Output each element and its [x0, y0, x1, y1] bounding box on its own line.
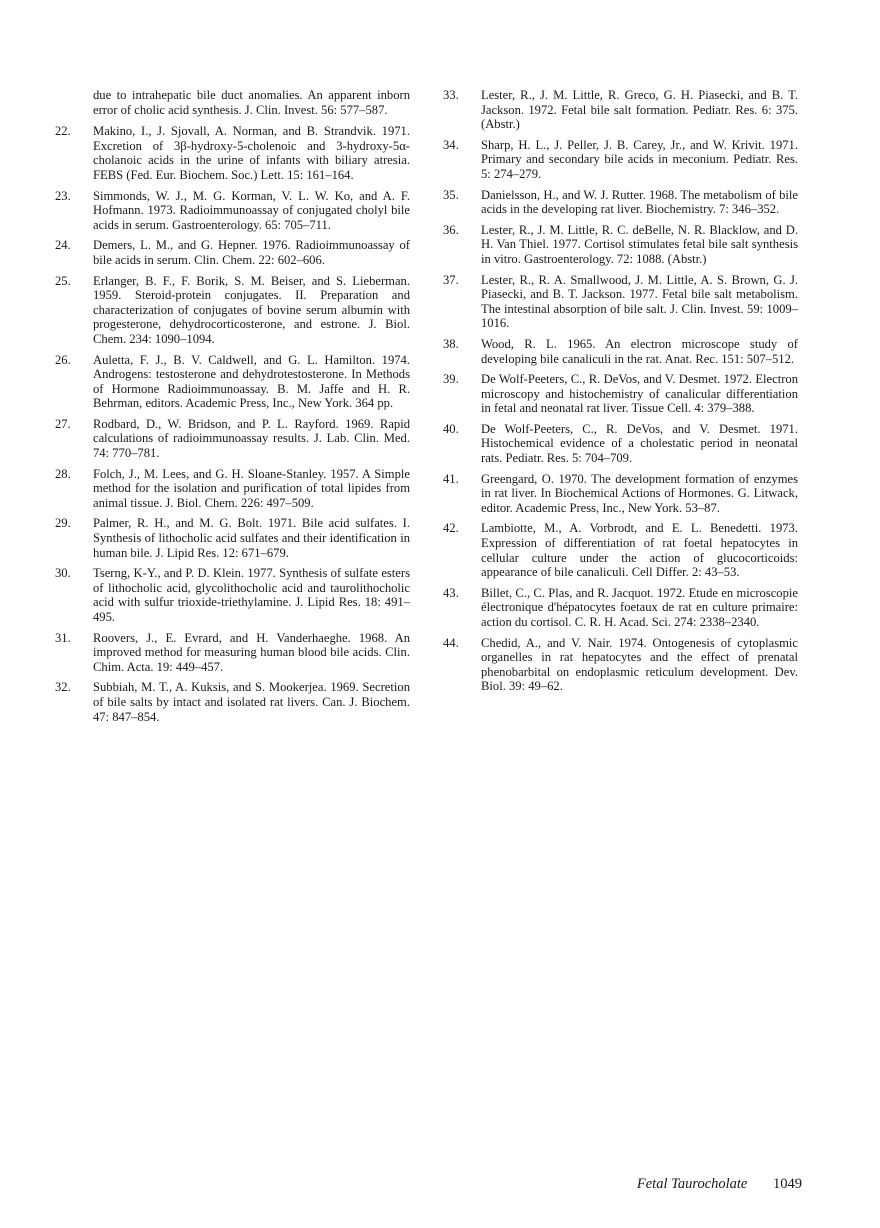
reference-item — [443, 422, 798, 466]
reference-number: 25. — [55, 273, 71, 288]
reference-text: Billet, C., C. Plas, and R. Jacquot. 1972. Etude en microscopie électronique d'hépatocytes foetaux de rat en culture primaire: action du cortisol. C. R. H. Acad. Sci. 274: 2338–2340. — [481, 585, 798, 629]
reference-number: 31. — [55, 630, 71, 645]
reference-number: 39. — [443, 372, 459, 387]
reference-item — [443, 88, 798, 132]
reference-item — [55, 189, 410, 233]
reference-item — [55, 566, 410, 624]
reference-text: due to intrahepatic bile duct anomalies. An apparent inborn error of cholic acid synthesis. J. Clin. Invest. 56: 577–587. — [93, 88, 410, 117]
reference-text: De Wolf-Peeters, C., R. DeVos, and V. Desmet. 1971. Histochemical evidence of a cholestatic period in neonatal rats. Pediatr. Res. 5: 704–709. — [481, 421, 798, 466]
reference-text: Greengard, O. 1970. The development formation of enzymes in rat liver. In Biochemical Actions of Hormones. G. Litwack, editor. Academic Press, Inc., New York. 53–87. — [481, 471, 798, 515]
reference-item — [55, 467, 410, 511]
reference-number: 33. — [443, 88, 459, 102]
reference-item — [55, 417, 410, 461]
reference-number: 29. — [55, 516, 71, 531]
page-footer — [637, 1176, 802, 1193]
reference-list-left — [55, 124, 410, 724]
reference-text: Demers, L. M., and G. Hepner. 1976. Radioimmunoassay of bile acids in serum. Clin. Chem. 22: 602–606. — [93, 238, 410, 267]
reference-text: Danielsson, H., and W. J. Rutter. 1968. The metabolism of bile acids in the developing rat liver. Biochemistry. 7: 346–352. — [481, 187, 798, 217]
reference-number: 32. — [55, 680, 71, 695]
reference-text: Makino, I., J. Sjovall, A. Norman, and B. Strandvik. 1971. Excretion of 3β-hydroxy-5-cholenoic and 3-hydroxy-5α-cholanoic acids in the urine of infants with biliary atresia. FEBS (Fed. Eur. Biochem. Soc.) Lett. 15: 161–164. — [93, 124, 410, 182]
reference-text: Lambiotte, M., A. Vorbrodt, and E. L. Benedetti. 1973. Expression of differentiation of rat foetal hepatocytes in cellular culture under the action of glucocorticoids: appearance of bile canaliculi. Cell Differ. 2: 43–53. — [481, 521, 798, 580]
reference-item — [443, 521, 798, 579]
reference-text: Chedid, A., and V. Nair. 1974. Ontogenesis of cytoplasmic organelles in rat hepatocytes and the effect of prenatal phenobarbital on endoplasmic reticulum development. Dev. Biol. 39: 49–62. — [481, 635, 798, 694]
reference-number: 43. — [443, 585, 459, 600]
reference-number: 36. — [443, 222, 459, 237]
reference-item — [443, 337, 798, 366]
reference-item — [55, 353, 410, 411]
reference-column-left — [55, 88, 410, 730]
reference-text: Lester, R., R. A. Smallwood, J. M. Little, A. S. Brown, G. J. Piasecki, and B. T. Jackson. 1977. Fetal bile salt metabolism. The intestinal absorption of bile salt. J. Clin. Invest. 59: 1009–1016. — [481, 272, 798, 331]
reference-item — [55, 680, 410, 724]
reference-text: Auletta, F. J., B. V. Caldwell, and G. L. Hamilton. 1974. Androgens: testosterone and dehydrotestosterone. In Methods of Hormone Radioimmunoassay. B. M. Jaffe and H. R. Behrman, editors. Academic Press, Inc., New York. 364 pp. — [93, 352, 410, 411]
reference-item — [443, 472, 798, 516]
reference-item — [55, 516, 410, 560]
reference-item — [443, 273, 798, 331]
reference-number: 37. — [443, 272, 459, 287]
reference-text: Folch, J., M. Lees, and G. H. Sloane-Stanley. 1957. A Simple method for the isolation and purification of total lipides from animal tissue. J. Biol. Chem. 226: 497–509. — [93, 466, 410, 510]
reference-text: Subbiah, M. T., A. Kuksis, and S. Mookerjea. 1969. Secretion of bile salts by intact and isolated rat livers. Can. J. Biochem. 47: 847–854. — [93, 680, 410, 724]
reference-item — [55, 124, 410, 182]
reference-number: 42. — [443, 521, 459, 536]
reference-number: 22. — [55, 124, 71, 139]
reference-number: 24. — [55, 238, 71, 253]
reference-item — [443, 372, 798, 416]
reference-item — [443, 636, 798, 694]
reference-text: Tserng, K-Y., and P. D. Klein. 1977. Synthesis of sulfate esters of lithocholic acid, glycolithocholic acid and taurolithocholic acid with sulfur trioxide-triethylamine. J. Lipid Res. 18: 491–495. — [93, 566, 410, 624]
page-number: 1049 — [773, 1176, 802, 1192]
reference-text: Rodbard, D., W. Bridson, and P. L. Rayford. 1969. Rapid calculations of radioimmunoassay results. J. Lab. Clin. Med. 74: 770–781. — [93, 416, 410, 461]
reference-item — [55, 238, 410, 267]
reference-item — [55, 631, 410, 675]
reference-text: Sharp, H. L., J. Peller, J. B. Carey, Jr., and W. Krivit. 1971. Primary and secondary bile acids in meconium. Pediatr. Res. 5: 274–279. — [481, 137, 798, 181]
reference-list-right — [443, 88, 798, 694]
reference-continuation — [55, 88, 410, 117]
reference-number: 23. — [55, 188, 71, 203]
reference-text: Palmer, R. H., and M. G. Bolt. 1971. Bile acid sulfates. I. Synthesis of lithocholic acid sulfates and their identification in human bile. J. Lipid Res. 12: 671–679. — [93, 516, 410, 560]
reference-number: 41. — [443, 471, 459, 486]
reference-text: Erlanger, B. F., F. Borik, S. M. Beiser, and S. Lieberman. 1959. Steroid-protein conjugates. II. Preparation and characterization of conjugates of bovine serum albumin with progesterone, dehydrocorticosterone, and estrone. J. Biol. Chem. 234: 1090–1094. — [93, 273, 410, 346]
reference-text: Simmonds, W. J., M. G. Korman, V. L. W. Ko, and A. F. Hofmann. 1973. Radioimmunoassay of conjugated cholyl bile acids in serum. Gastroenterology. 65: 705–711. — [93, 188, 410, 232]
reference-text: Wood, R. L. 1965. An electron microscope study of developing bile canaliculi in the rat. Anat. Rec. 151: 507–512. — [481, 336, 798, 366]
reference-number: 35. — [443, 187, 459, 202]
running-title: Fetal Taurocholate — [636, 1176, 748, 1192]
reference-item — [443, 188, 798, 217]
reference-item — [443, 223, 798, 267]
reference-number: 26. — [55, 352, 71, 367]
reference-column-right — [443, 88, 798, 700]
reference-number: 40. — [443, 421, 459, 436]
reference-number: 28. — [55, 466, 71, 481]
reference-number: 30. — [55, 566, 71, 581]
reference-number: 38. — [443, 336, 459, 351]
reference-number: 44. — [443, 635, 459, 650]
reference-item — [443, 138, 798, 182]
reference-text: Roovers, J., E. Evrard, and H. Vanderhaeghe. 1968. An improved method for measuring human blood bile acids. Clin. Chim. Acta. 19: 449–457. — [93, 630, 410, 674]
reference-item — [443, 586, 798, 630]
reference-text: Lester, R., J. M. Little, R. Greco, G. H. Piasecki, and B. T. Jackson. 1972. Fetal bile salt formation. Pediatr. Res. 6: 375. (Abstr.) — [481, 88, 798, 132]
reference-item — [55, 274, 410, 347]
reference-number: 34. — [443, 137, 459, 152]
reference-text: Lester, R., J. M. Little, R. C. deBelle, N. R. Blacklow, and D. H. Van Thiel. 1977. Cortisol stimulates fetal bile salt synthesis in vitro. Gastroenterology. 72: 1088. (Abstr.) — [481, 222, 798, 266]
reference-number: 27. — [55, 416, 71, 431]
reference-text: De Wolf-Peeters, C., R. DeVos, and V. Desmet. 1972. Electron microscopy and histochemistry of canalicular differentiation in fetal and neonatal rat liver. Tissue Cell. 4: 379–388. — [481, 372, 798, 416]
